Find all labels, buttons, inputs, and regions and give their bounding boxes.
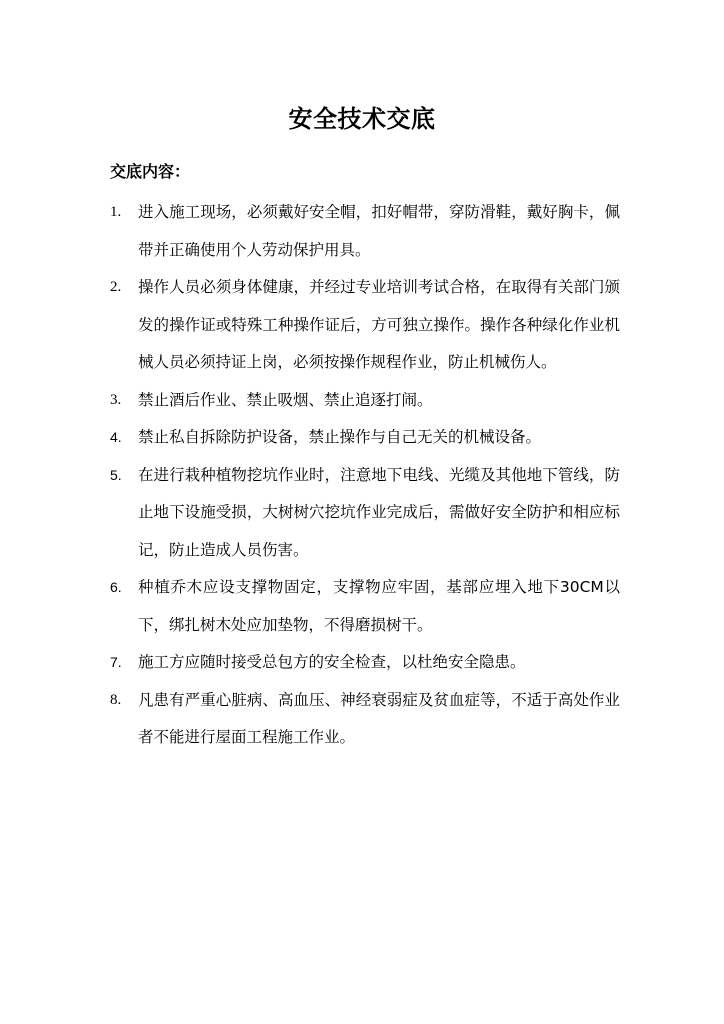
item-text: 禁止私自拆除防护设备，禁止操作与自己无关的机械设备。 <box>138 428 542 446</box>
item-text: 进入施工现场，必须戴好安全帽，扣好帽带，穿防滑鞋，戴好胸卡，佩带并正确使用个人劳动保护用具。 <box>138 203 620 259</box>
item-number: 2. <box>110 279 122 295</box>
item-text: 操作人员必须身体健康，并经过专业培训考试合格，在取得有关部门颁发的操作证或特殊工种操作证后，方可独立操作。操作各种绿化作业机械人员必须持证上岗，必须按操作规程作业，防止机械伤人。 <box>138 278 620 371</box>
section-heading: 交底内容： <box>110 162 191 181</box>
item-number: 3. <box>110 391 122 408</box>
list-item <box>110 569 620 644</box>
list-item <box>110 682 620 757</box>
item-number: 8. <box>110 691 122 708</box>
item-text: 禁止酒后作业、禁止吸烟、禁止追逐打闹。 <box>138 390 433 409</box>
item-number: 4. <box>110 429 122 445</box>
item-number: 6. <box>110 579 122 595</box>
document-title: 安全技术交底 <box>288 105 436 133</box>
list-item <box>110 194 620 269</box>
list-item <box>110 269 620 382</box>
item-text: 种植乔木应设支撑物固定，支撑物应牢固，基部应埋入地下30CM以下，绑扎树木处应加垫物，不得磨损树干。 <box>138 578 620 634</box>
item-number: 1. <box>110 204 122 220</box>
list-item <box>110 419 620 457</box>
item-number: 5. <box>110 466 122 483</box>
list-item <box>110 382 620 420</box>
list-item <box>110 644 620 682</box>
item-number: 7. <box>110 654 122 670</box>
list-item <box>110 457 620 570</box>
item-text: 在进行栽种植物挖坑作业时，注意地下电线、光缆及其他地下管线，防止地下设施受损，大树树穴挖坑作业完成后，需做好安全防护和相应标记，防止造成人员伤害。 <box>138 465 620 559</box>
disclosure-list <box>110 194 620 757</box>
item-text: 凡患有严重心脏病、高血压、神经衰弱症及贫血症等，不适于高处作业者不能进行屋面工程施工作业。 <box>138 690 620 746</box>
item-text: 施工方应随时接受总包方的安全检查，以杜绝安全隐患。 <box>138 653 526 671</box>
